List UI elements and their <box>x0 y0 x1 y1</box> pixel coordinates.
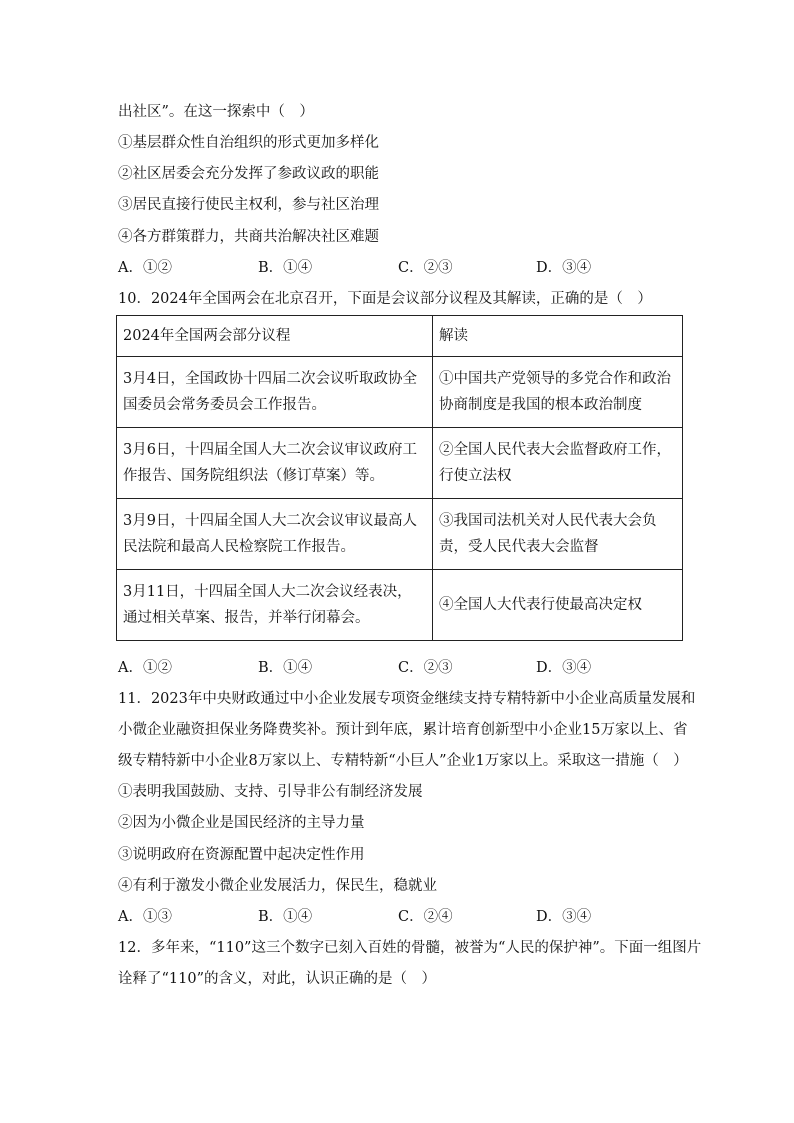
q12-stem-line-1: 12．多年来，“110”这三个数字已刻入百姓的骨髓，被誉为“人民的保护神”。下面一组图片 <box>118 940 702 956</box>
table-cell-interpretation: ③我国司法机关对人民代表大会负责，受人民代表大会监督 <box>433 499 683 570</box>
table-row <box>117 499 683 570</box>
table-cell-interpretation: ④全国人大代表行使最高决定权 <box>433 570 683 641</box>
q9-option-b: B．①④ <box>258 260 313 276</box>
table-cell-interpretation: ②全国人民代表大会监督政府工作，行使立法权 <box>433 428 683 499</box>
q9-options <box>118 258 678 278</box>
table-cell-agenda: 3月6日，十四届全国人大二次会议审议政府工作报告、国务院组织法（修订草案）等。 <box>117 428 433 499</box>
q11-statement-4: ④有利于激发小微企业发展活力，保民生，稳就业 <box>118 878 437 894</box>
q11-options <box>118 907 678 927</box>
q11-statement-3: ③说明政府在资源配置中起决定性作用 <box>118 847 365 863</box>
q9-option-c: C．②③ <box>398 260 453 276</box>
q11-option-d: D．③④ <box>536 909 592 925</box>
q11-stem-line-3: 级专精特新中小企业8万家以上、专精特新“小巨人”企业1万家以上。采取这一措施（ ） <box>118 753 688 769</box>
table-row <box>117 570 683 641</box>
q11-stem-line-2: 小微企业融资担保业务降费奖补。预计到年底，累计培育创新型中小企业15万家以上、省 <box>118 722 688 738</box>
q9-statement-2: ②社区居委会充分发挥了参政议政的职能 <box>118 166 379 182</box>
q11-statement-1: ①表明我国鼓励、支持、引导非公有制经济发展 <box>118 784 423 800</box>
q10-option-a: A．①② <box>118 660 172 676</box>
q10-option-b: B．①④ <box>258 660 313 676</box>
q11-option-b: B．①④ <box>258 909 313 925</box>
q10-stem: 10．2024年全国两会在北京召开，下面是会议部分议程及其解读，正确的是（ ） <box>118 291 652 307</box>
table-row <box>117 357 683 428</box>
q11-option-a: A．①③ <box>118 909 172 925</box>
table-header-interpretation: 解读 <box>433 316 683 357</box>
q10-agenda-table <box>116 315 683 641</box>
q9-statement-4: ④各方群策群力，共商共治解决社区难题 <box>118 229 379 245</box>
q10-option-c: C．②③ <box>398 660 453 676</box>
table-row <box>117 428 683 499</box>
table-cell-interpretation: ①中国共产党领导的多党合作和政治协商制度是我国的根本政治制度 <box>433 357 683 428</box>
table-cell-agenda: 3月9日，十四届全国人大二次会议审议最高人民法院和最高人民检察院工作报告。 <box>117 499 433 570</box>
q10-options <box>118 658 678 678</box>
q9-option-a: A．①② <box>118 260 172 276</box>
table-cell-agenda: 3月4日，全国政协十四届二次会议听取政协全国委员会常务委员会工作报告。 <box>117 357 433 428</box>
q11-stem-line-1: 11．2023年中央财政通过中小企业发展专项资金继续支持专精特新中小企业高质量发展和 <box>118 691 696 707</box>
q12-stem-line-2: 诠释了“110”的含义，对此，认识正确的是（ ） <box>118 971 436 987</box>
q10-option-d: D．③④ <box>536 660 592 676</box>
q9-statement-1: ①基层群众性自治组织的形式更加多样化 <box>118 135 379 151</box>
q11-statement-2: ②因为小微企业是国民经济的主导力量 <box>118 815 365 831</box>
q11-option-c: C．②④ <box>398 909 453 925</box>
q9-stem-tail: 出社区”。在这一探索中（ ） <box>118 104 314 120</box>
table-cell-agenda: 3月11日，十四届全国人大二次会议经表决，通过相关草案、报告，并举行闭幕会。 <box>117 570 433 641</box>
q9-option-d: D．③④ <box>536 260 592 276</box>
table-header-row <box>117 316 683 357</box>
table-header-agenda: 2024年全国两会部分议程 <box>117 316 433 357</box>
q9-statement-3: ③居民直接行使民主权利，参与社区治理 <box>118 197 379 213</box>
